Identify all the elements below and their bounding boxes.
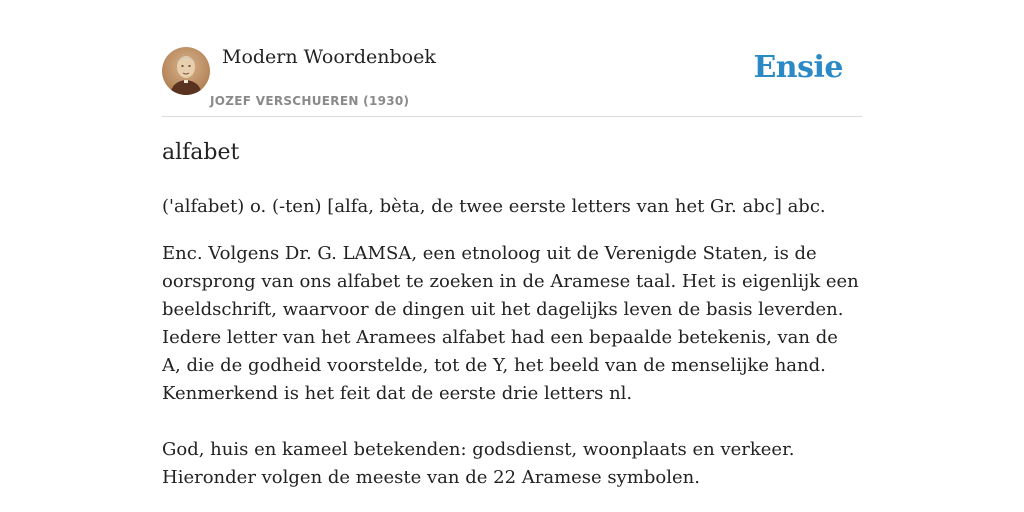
entry-paragraph: God, huis en kameel betekenden: godsdienst, woonplaats en verkeer. Hieronder volgen de meeste van de 22 Aramese symbolen. bbox=[162, 439, 795, 488]
entry-paragraph: Enc. Volgens Dr. G. LAMSA, een etnoloog uit de Verenigde Staten, is de oorsprong van ons alfabet te zoeken in de Aramese taal. Het is eigenlijk een beeldschrift, waarvoor de dingen uit het dagelijks leven de basis leverden. Iedere letter van het Aramees alfabet had een bepaalde betekenis, van de A, die de godheid voorstelde, tot de Y, het beeld van de menselijke hand. Kenmerkend is het feit dat de eerste drie letters nl. bbox=[162, 243, 859, 404]
entry-headword: alfabet bbox=[162, 140, 240, 165]
book-title[interactable]: Modern Woordenboek bbox=[222, 46, 436, 68]
author-portrait-icon bbox=[162, 47, 210, 95]
ensie-logo[interactable]: Ensie bbox=[753, 50, 843, 85]
entry-definition: ('alfabet) o. (-ten) [alfa, bèta, de twee eerste letters van het Gr. abc] abc. bbox=[162, 196, 826, 217]
dictionary-page bbox=[162, 0, 862, 488]
page-header bbox=[162, 0, 862, 117]
author-avatar[interactable] bbox=[162, 47, 210, 95]
author-name: JOZEF VERSCHUEREN (1930) bbox=[210, 94, 410, 108]
